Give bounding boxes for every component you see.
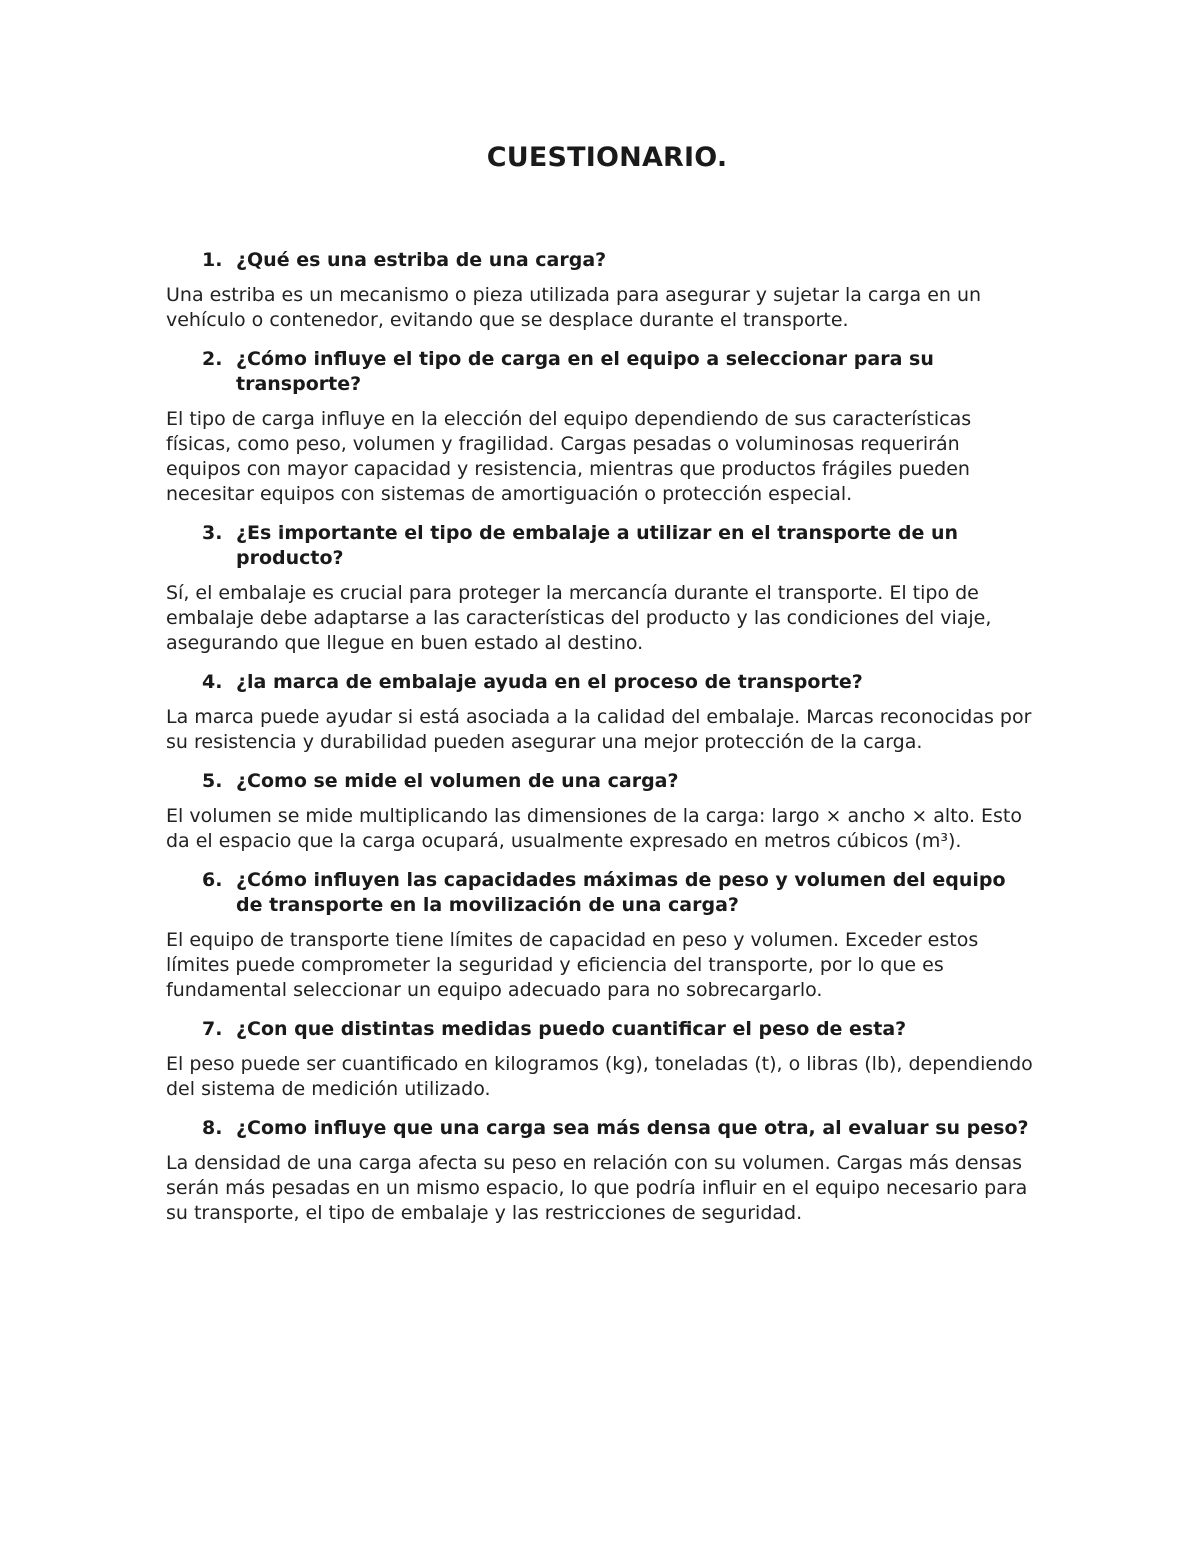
question-heading [166,769,1036,794]
question-text: ¿Cómo influyen las capacidades máximas de peso y volumen del equipo de transporte en la movilización de una carga? [236,869,1006,916]
question-heading [166,868,1036,918]
question-number: 5. [202,770,223,792]
answer-text: La marca puede ayudar si está asociada a la calidad del embalaje. Marcas reconocidas por su resistencia y durabilidad pueden asegurar una mejor protección de la carga. [166,706,1032,753]
question-block [166,1017,1036,1102]
question-number: 6. [202,869,223,891]
question-text: ¿Cómo influye el tipo de carga en el equipo a seleccionar para su transporte? [236,348,934,395]
answer-text: Sí, el embalaje es crucial para proteger la mercancía durante el transporte. El tipo de embalaje debe adaptarse a las características del producto y las condiciones del viaje, asegurando que llegue en buen estado al destino. [166,582,992,654]
question-block [166,670,1036,755]
question-block [166,868,1036,1003]
question-heading [166,1017,1036,1042]
answer-text: Una estriba es un mecanismo o pieza utilizada para asegurar y sujetar la carga en un vehículo o contenedor, evitando que se desplace durante el transporte. [166,284,982,331]
question-heading [166,521,1036,571]
question-number: 8. [202,1117,223,1139]
question-number: 4. [202,671,223,693]
question-text: ¿Qué es una estriba de una carga? [236,249,607,271]
answer-text: El peso puede ser cuantificado en kilogramos (kg), toneladas (t), o libras (lb), dependiendo del sistema de medición utilizado. [166,1053,1033,1100]
question-text: ¿Como se mide el volumen de una carga? [236,770,679,792]
question-block [166,1116,1036,1226]
question-heading [166,670,1036,695]
question-text: ¿Como influye que una carga sea más densa que otra, al evaluar su peso? [236,1117,1029,1139]
question-block [166,769,1036,854]
document-page [166,138,1036,1240]
question-number: 1. [202,249,223,271]
question-text: ¿Es importante el tipo de embalaje a utilizar en el transporte de un producto? [236,522,959,569]
question-list [166,248,1036,1226]
answer-text: La densidad de una carga afecta su peso en relación con su volumen. Cargas más densas serán más pesadas en un mismo espacio, lo que podría influir en el equipo necesario para su transporte, el tipo de embalaje y las restricciones de seguridad. [166,1152,1028,1224]
question-text: ¿la marca de embalaje ayuda en el proceso de transporte? [236,671,863,693]
question-block [166,521,1036,656]
answer-text: El volumen se mide multiplicando las dimensiones de la carga: largo × ancho × alto. Esto da el espacio que la carga ocupará, usualmente expresado en metros cúbicos (m³). [166,805,1023,852]
question-text: ¿Con que distintas medidas puedo cuantificar el peso de esta? [236,1018,907,1040]
question-heading [166,1116,1036,1141]
answer-text: El equipo de transporte tiene límites de capacidad en peso y volumen. Exceder estos límites puede comprometer la seguridad y eficiencia del transporte, por lo que es fundamental seleccionar un equipo adecuado para no sobrecargarlo. [166,929,979,1001]
question-number: 7. [202,1018,223,1040]
question-block [166,347,1036,507]
question-heading [166,248,1036,273]
question-block [166,248,1036,333]
question-number: 3. [202,522,223,544]
question-heading [166,347,1036,397]
question-number: 2. [202,348,223,370]
answer-text: El tipo de carga influye en la elección del equipo dependiendo de sus características físicas, como peso, volumen y fragilidad. Cargas pesadas o voluminosas requerirán equipos con mayor capacidad y resistencia, mientras que productos frágiles pueden necesitar equipos con sistemas de amortiguación o protección especial. [166,408,972,505]
document-title: CUESTIONARIO. [486,142,728,173]
